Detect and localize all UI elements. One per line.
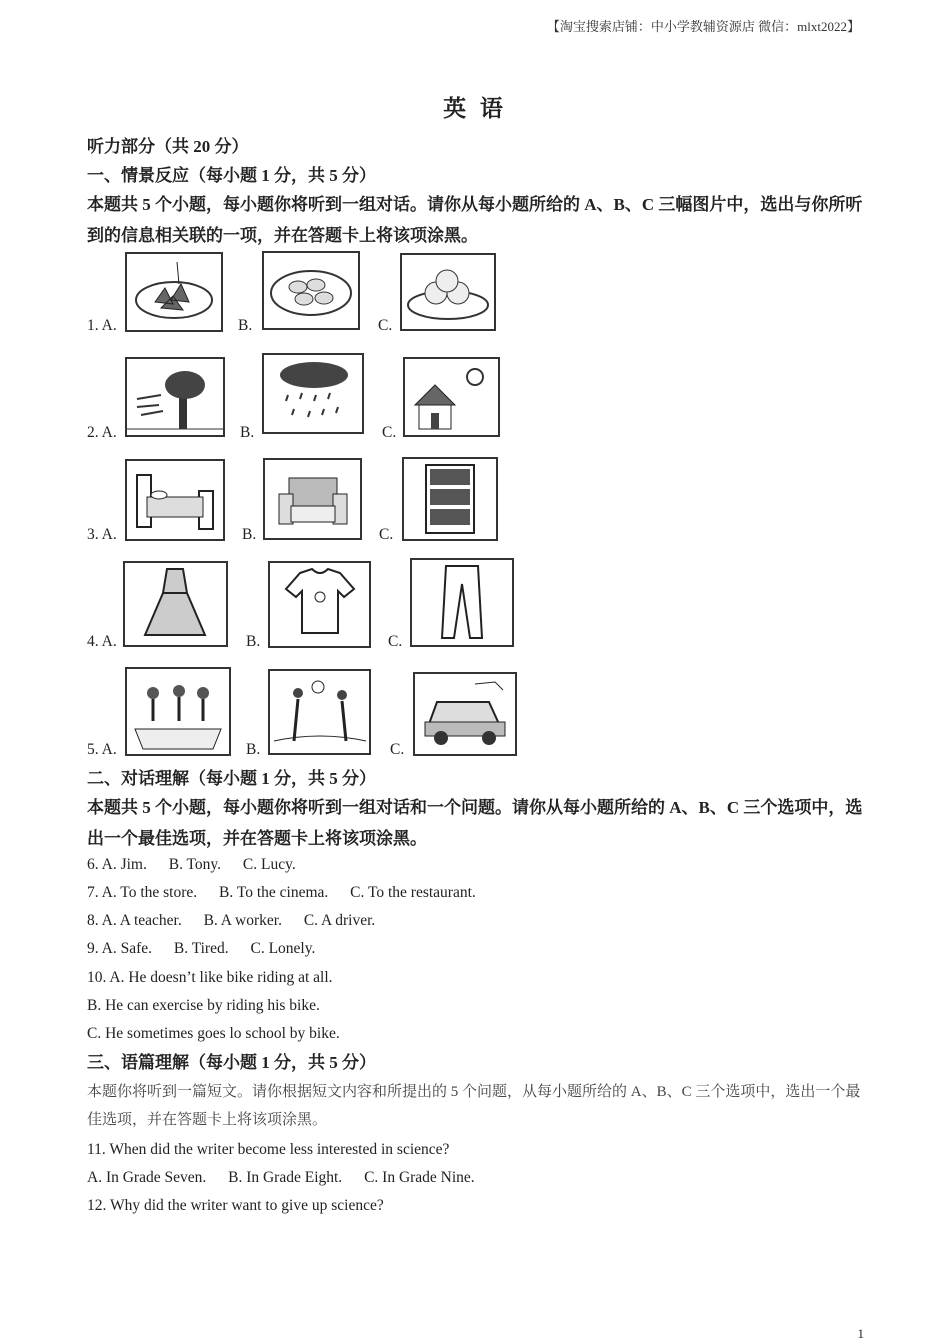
section2-instruction: 本题共 5 个小题，每小题你将听到一组对话和一个问题。请你从每小题所给的 A、B、C 三个选项中，选出一个最佳选项，并在答题卡上将该项涂黑。 bbox=[87, 798, 863, 848]
page-number: 1 bbox=[857, 1326, 864, 1341]
q8-options bbox=[87, 911, 375, 931]
bed-icon[interactable] bbox=[125, 459, 225, 541]
section2-heading: 二、对话理解（每小题 1 分，共 5 分） bbox=[87, 769, 376, 788]
windy-tree-icon[interactable] bbox=[125, 357, 225, 437]
q6-option-c[interactable]: C. Lucy. bbox=[242, 856, 296, 873]
q6-option-b[interactable]: B. Tony. bbox=[168, 856, 222, 873]
q4-label-c: C. bbox=[388, 633, 403, 650]
q9-option-b[interactable]: B. Tired. bbox=[173, 940, 229, 957]
q7-option-c[interactable]: C. To the restaurant. bbox=[350, 884, 476, 901]
q11-options bbox=[87, 1168, 475, 1188]
section1-instruction: 本题共 5 个小题，每小题你将听到一组对话。请你从每小题所给的 A、B、C 三幅图片中，选出与你所听到的信息相关联的一项，并在答题卡上将该项涂黑。 bbox=[87, 195, 863, 245]
q7-option-b[interactable]: B. To the cinema. bbox=[219, 884, 329, 901]
q5-label-c: C. bbox=[390, 741, 405, 758]
playing-ball-icon[interactable] bbox=[268, 669, 371, 755]
header-note: 【淘宝搜索店铺：中小学教辅资源店 微信：mlxt2022】 bbox=[546, 19, 860, 34]
trousers-icon[interactable] bbox=[410, 558, 514, 647]
q8-option-c[interactable]: C. A driver. bbox=[303, 912, 376, 929]
section1-heading: 一、情景反应（每小题 1 分，共 5 分） bbox=[87, 166, 376, 185]
section3-instruction: 本题你将听到一篇短文。请你根据短文内容和所提出的 5 个问题，从每小题所给的 A、B、C 三个选项中，选出一个最佳选项，并在答题卡上将该项涂黑。 bbox=[87, 1084, 861, 1128]
q4-label-b: B. bbox=[246, 633, 261, 650]
q4-label-a: 4. A. bbox=[87, 633, 117, 650]
q9-option-c[interactable]: C. Lonely. bbox=[250, 940, 316, 957]
listening-heading: 听力部分（共 20 分） bbox=[87, 137, 249, 156]
dumplings-plate-icon[interactable] bbox=[262, 251, 360, 330]
dress-icon[interactable] bbox=[123, 561, 228, 647]
q11-option-b[interactable]: B. In Grade Eight. bbox=[228, 1169, 343, 1186]
t-shirt-icon[interactable] bbox=[268, 561, 371, 648]
section3-heading: 三、语篇理解（每小题 1 分，共 5 分） bbox=[87, 1053, 376, 1072]
zongzi-plate-icon[interactable] bbox=[125, 252, 223, 332]
q11-option-c[interactable]: C. In Grade Nine. bbox=[364, 1169, 475, 1186]
picnic-icon[interactable] bbox=[125, 667, 231, 756]
sunny-house-icon[interactable] bbox=[403, 357, 500, 437]
q6-option-a[interactable]: 6. A. Jim. bbox=[87, 856, 147, 873]
q5-label-b: B. bbox=[246, 741, 261, 758]
q11-option-a[interactable]: A. In Grade Seven. bbox=[87, 1169, 207, 1186]
page-title: 英 语 bbox=[443, 96, 507, 121]
q10-option-c[interactable]: C. He sometimes goes lo school by bike. bbox=[87, 1025, 340, 1042]
q3-label-a: 3. A. bbox=[87, 526, 117, 543]
q1-label-a: 1. A. bbox=[87, 317, 117, 334]
q2-label-c: C. bbox=[382, 424, 397, 441]
q1-label-b: B. bbox=[238, 317, 253, 334]
bookshelf-icon[interactable] bbox=[402, 457, 498, 541]
q7-option-a[interactable]: 7. A. To the store. bbox=[87, 884, 198, 901]
q8-option-a[interactable]: 8. A. A teacher. bbox=[87, 912, 182, 929]
q12-question: 12. Why did the writer want to give up science? bbox=[87, 1197, 384, 1214]
q1-label-c: C. bbox=[378, 317, 393, 334]
car-trip-icon[interactable] bbox=[413, 672, 517, 756]
q10-option-a[interactable]: 10. A. He doesn’t like bike riding at all. bbox=[87, 969, 333, 986]
q10-option-b[interactable]: B. He can exercise by riding his bike. bbox=[87, 997, 320, 1014]
rain-cloud-icon[interactable] bbox=[262, 353, 364, 434]
q2-label-b: B. bbox=[240, 424, 255, 441]
armchair-icon[interactable] bbox=[263, 458, 362, 540]
q3-label-c: C. bbox=[379, 526, 394, 543]
q6-options bbox=[87, 855, 296, 875]
q9-options bbox=[87, 939, 315, 959]
q5-label-a: 5. A. bbox=[87, 741, 117, 758]
q7-options bbox=[87, 883, 476, 903]
q9-option-a[interactable]: 9. A. Safe. bbox=[87, 940, 153, 957]
q2-label-a: 2. A. bbox=[87, 424, 117, 441]
q3-label-b: B. bbox=[242, 526, 257, 543]
buns-plate-icon[interactable] bbox=[400, 253, 496, 331]
q11-question: 11. When did the writer become less interested in science? bbox=[87, 1141, 450, 1158]
q8-option-b[interactable]: B. A worker. bbox=[203, 912, 282, 929]
